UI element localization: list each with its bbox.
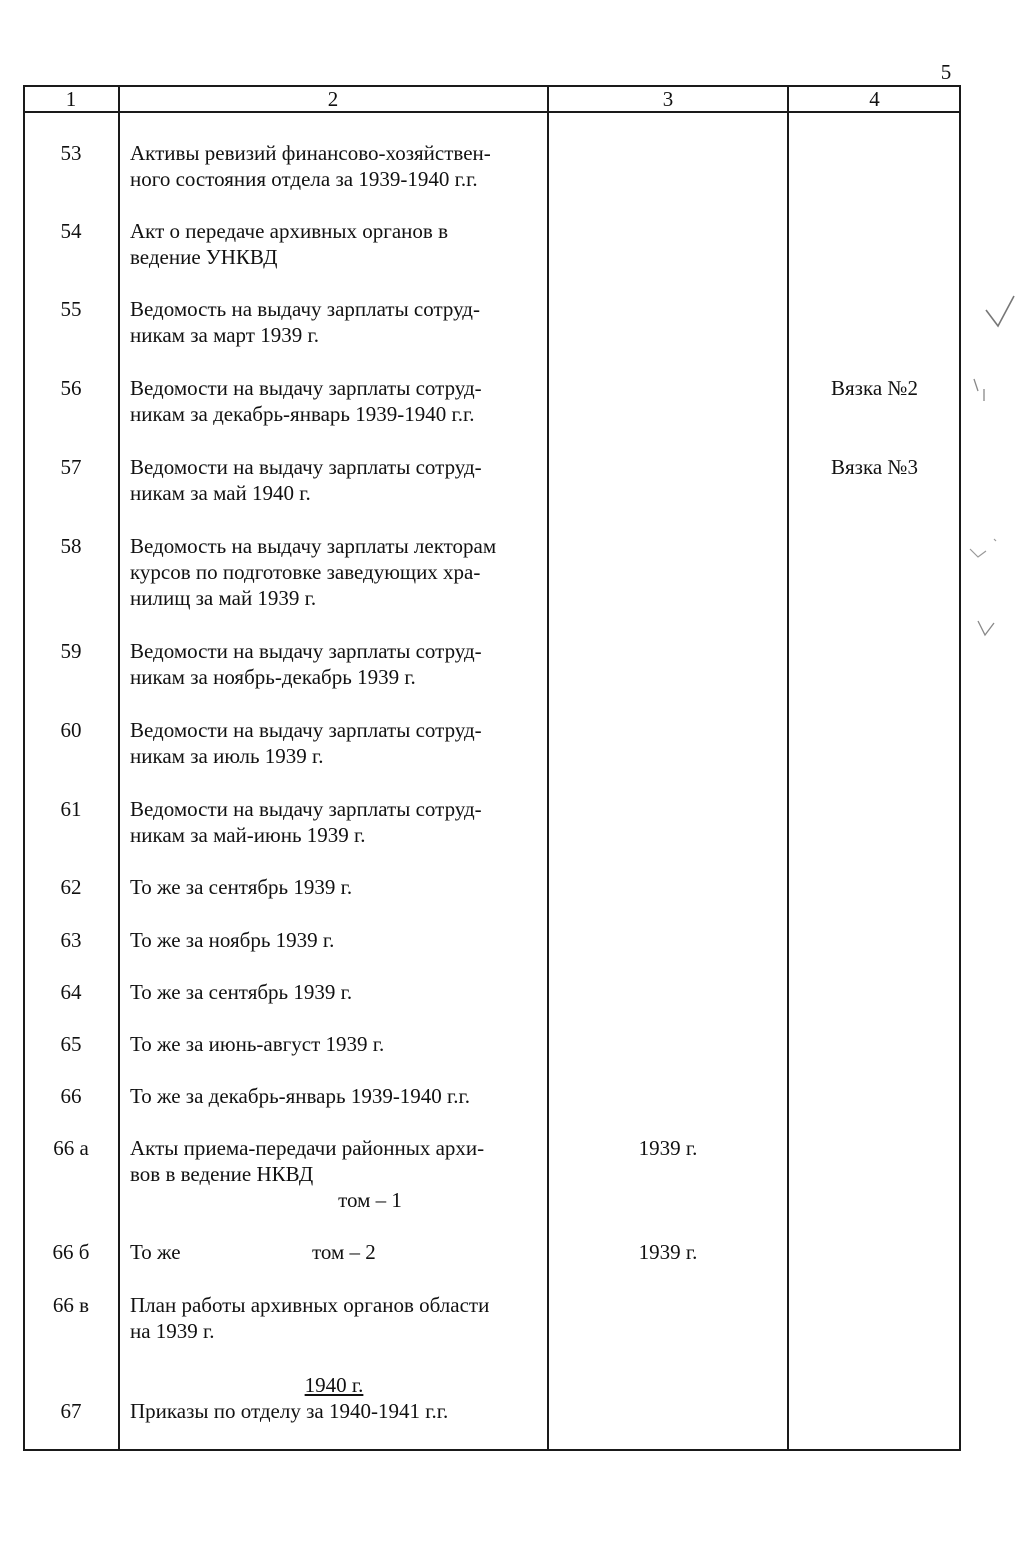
header-col-3: 3 [662, 87, 674, 111]
check-mark-icon [976, 617, 1000, 639]
row-description [130, 874, 538, 900]
row-number: 53 [60, 141, 82, 165]
description-line: Ведомости на выдачу зарплаты сотруд- [130, 455, 482, 479]
row-description [130, 1135, 538, 1187]
header-col-4: 4 [869, 87, 880, 111]
description-line: То же за сентябрь 1939 г. [130, 980, 353, 1004]
description-line: Активы ревизий финансово-хозяйствен- [130, 141, 491, 165]
row-description [130, 218, 538, 270]
row-description [130, 296, 538, 348]
row-description [130, 1398, 538, 1424]
row-description [130, 1083, 538, 1109]
description-line: никам за ноябрь-декабрь 1939 г. [130, 665, 416, 689]
description-line: То же за июнь-август 1939 г. [130, 1032, 385, 1056]
row-description [130, 533, 538, 611]
description-line: нилищ за май 1939 г. [130, 586, 317, 610]
description-line: никам за декабрь-январь 1939-1940 г.г. [130, 402, 475, 426]
row-number: 64 [60, 980, 82, 1004]
row-number: 60 [60, 718, 82, 742]
volume-label: том – 1 [338, 1188, 402, 1212]
description-line: Ведомости на выдачу зарплаты сотруд- [130, 376, 482, 400]
row-number: 66 б [52, 1240, 90, 1264]
bundle-label: Вязка №3 [831, 455, 918, 479]
description-line: никам за май-июнь 1939 г. [130, 823, 366, 847]
description-line: Акты приема-передачи районных архи- [130, 1136, 485, 1160]
row-description [130, 638, 538, 690]
description-line: никам за июль 1939 г. [130, 744, 324, 768]
description-line: Приказы по отделу за 1940-1941 г.г. [130, 1399, 449, 1423]
description-line: Ведомости на выдачу зарплаты сотруд- [130, 639, 482, 663]
row-number: 63 [60, 928, 82, 952]
row-description [130, 796, 538, 848]
row-number: 61 [60, 797, 82, 821]
date-cell: 1939 г. [638, 1240, 698, 1264]
row-number: 59 [60, 639, 82, 663]
description-line: Акт о передаче архивных органов в [130, 219, 448, 243]
row-description [130, 140, 538, 192]
description-line: на 1939 г. [130, 1319, 215, 1343]
description-line: Ведомость на выдачу зарплаты сотруд- [130, 297, 480, 321]
row-description [130, 927, 538, 953]
row-description [130, 717, 538, 769]
row-description [130, 375, 538, 427]
description-line: никам за май 1940 г. [130, 481, 311, 505]
description-line: курсов по подготовке заведующих хра- [130, 560, 481, 584]
check-mark-icon [982, 292, 1018, 332]
description-line: То же за ноябрь 1939 г. [130, 928, 335, 952]
check-mark-icon [970, 375, 994, 405]
row-description [130, 454, 538, 506]
row-number: 56 [60, 376, 82, 400]
year-heading: 1940 г. [304, 1373, 364, 1397]
row-description [130, 1292, 538, 1344]
description-line: ного состояния отдела за 1939-1940 г.г. [130, 167, 478, 191]
volume-label: том – 2 [312, 1240, 376, 1264]
row-number: 66 [60, 1084, 82, 1108]
description-line: вов в ведение НКВД [130, 1162, 314, 1186]
description-line: Ведомости на выдачу зарплаты сотруд- [130, 797, 482, 821]
description-line: ведение УНКВД [130, 245, 278, 269]
row-number: 57 [60, 455, 82, 479]
description-line: То же за сентябрь 1939 г. [130, 875, 353, 899]
row-number: 66 в [52, 1293, 90, 1317]
row-description [130, 1031, 538, 1057]
page-number: 5 [940, 60, 952, 84]
row-number: 65 [60, 1032, 82, 1056]
row-number: 58 [60, 534, 82, 558]
description-line: То же [130, 1240, 181, 1264]
bundle-label: Вязка №2 [831, 376, 918, 400]
check-mark-icon [968, 535, 1004, 561]
description-line: План работы архивных органов области [130, 1293, 490, 1317]
row-number: 62 [60, 875, 82, 899]
date-cell: 1939 г. [638, 1136, 698, 1160]
header-col-1: 1 [65, 87, 77, 111]
row-number: 67 [60, 1399, 82, 1423]
row-number: 54 [60, 219, 82, 243]
description-line: Ведомость на выдачу зарплаты лекторам [130, 534, 497, 558]
header-col-2: 2 [327, 87, 339, 111]
description-line: никам за март 1939 г. [130, 323, 319, 347]
row-number: 66 а [53, 1136, 89, 1160]
description-line: То же за декабрь-январь 1939-1940 г.г. [130, 1084, 471, 1108]
row-description [130, 979, 538, 1005]
description-line: Ведомости на выдачу зарплаты сотруд- [130, 718, 482, 742]
row-number: 55 [60, 297, 82, 321]
